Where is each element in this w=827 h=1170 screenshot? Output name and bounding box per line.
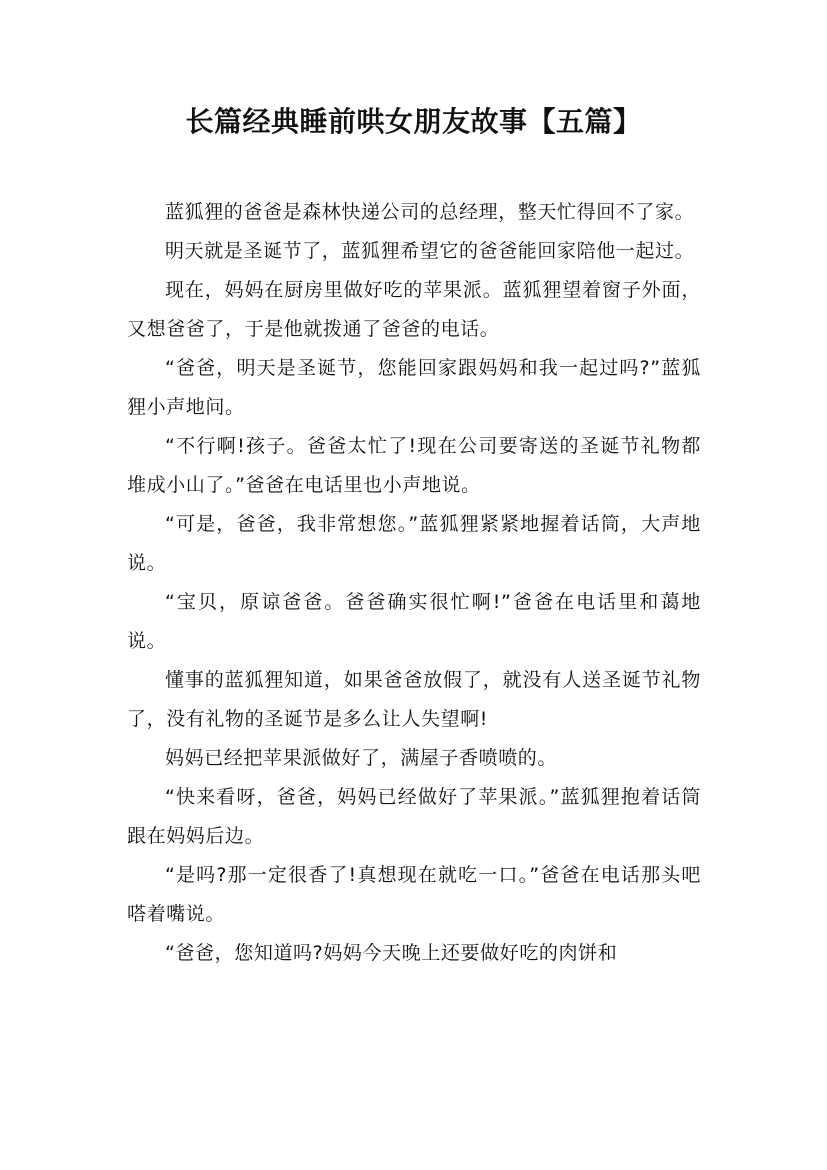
paragraph: 蓝狐狸的爸爸是森林快递公司的总经理，整天忙得回不了家。 <box>165 201 695 223</box>
document-title: 长篇经典睡前哄女朋友故事【五篇】 <box>185 105 642 138</box>
document-body <box>127 193 701 973</box>
paragraph: 妈妈已经把苹果派做好了，满屋子香喷喷的。 <box>165 747 558 769</box>
paragraph: “爸爸，您知道吗?妈妈今天晚上还要做好吃的肉饼和 <box>165 942 618 964</box>
paragraph: “是吗?那一定很香了!真想现在就吃一口。”爸爸在电话那头吧嗒着嘴说。 <box>127 864 701 925</box>
paragraph: 现在，妈妈在厨房里做好吃的苹果派。蓝狐狸望着窗子外面，又想爸爸了，于是他就拨通了爸爸的电话。 <box>127 279 701 340</box>
paragraph: “爸爸，明天是圣诞节，您能回家跟妈妈和我一起过吗?”蓝狐狸小声地问。 <box>127 357 701 418</box>
paragraph: “宝贝，原谅爸爸。爸爸确实很忙啊!”爸爸在电话里和蔼地说。 <box>127 591 701 652</box>
paragraph: “可是，爸爸，我非常想您。”蓝狐狸紧紧地握着话筒，大声地说。 <box>127 513 701 574</box>
paragraph: “快来看呀，爸爸，妈妈已经做好了苹果派。”蓝狐狸抱着话筒跟在妈妈后边。 <box>127 786 701 847</box>
paragraph: 明天就是圣诞节了，蓝狐狸希望它的爸爸能回家陪他一起过。 <box>165 240 695 262</box>
paragraph: 懂事的蓝狐狸知道，如果爸爸放假了，就没有人送圣诞节礼物了，没有礼物的圣诞节是多么让人失望啊! <box>127 669 701 730</box>
paragraph: “不行啊!孩子。爸爸太忙了!现在公司要寄送的圣诞节礼物都堆成小山了。”爸爸在电话里也小声地说。 <box>127 435 701 496</box>
